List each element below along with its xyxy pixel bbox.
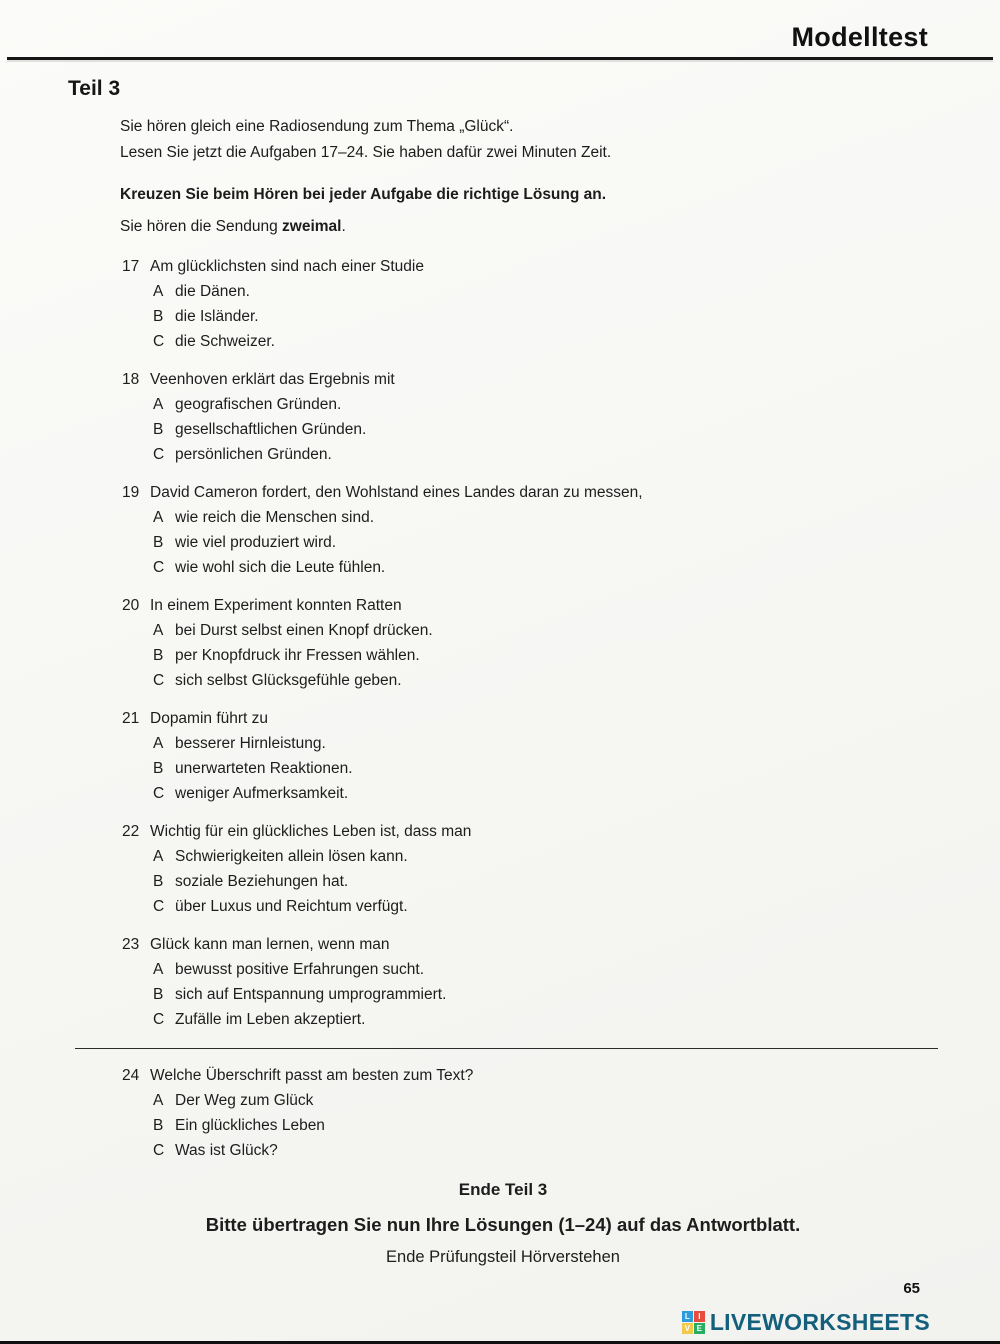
question-text: Dopamin führt zu (150, 710, 269, 727)
instruction-kreuzen: Kreuzen Sie beim Hören bei jeder Aufgabe die richtige Lösung an. (120, 186, 607, 203)
question-number: 19 (122, 484, 140, 501)
answer-option-a[interactable] (153, 279, 938, 304)
option-letter: A (153, 283, 164, 300)
option-text: die Isländer. (175, 308, 259, 325)
logo-square-l: L (682, 1311, 693, 1322)
answer-option-b[interactable] (153, 643, 938, 668)
question-row (122, 1063, 938, 1088)
option-letter: B (153, 873, 164, 890)
question-block (122, 480, 938, 580)
option-letter: B (153, 421, 164, 438)
question-text: Am glücklichsten sind nach einer Studie (150, 258, 424, 275)
ende-teil-label: Ende Teil 3 (458, 1180, 548, 1199)
option-text: geografischen Gründen. (175, 396, 342, 413)
option-text: die Schweizer. (175, 333, 275, 350)
answer-option-b[interactable] (153, 756, 938, 781)
option-text: wie reich die Menschen sind. (175, 509, 375, 526)
questions-list-main (122, 254, 938, 1032)
question-text: Glück kann man lernen, wenn man (150, 936, 390, 953)
option-text: persönlichen Gründen. (175, 446, 332, 463)
option-text: besserer Hirnleistung. (175, 735, 326, 752)
option-letter: C (153, 333, 165, 350)
option-text: Was ist Glück? (175, 1142, 278, 1159)
question-row (122, 932, 938, 957)
answer-option-b[interactable] (153, 869, 938, 894)
question-block (122, 932, 938, 1032)
page-title: Modelltest (791, 22, 928, 52)
question-text: Veenhoven erklärt das Ergebnis mit (150, 371, 395, 388)
answer-option-b[interactable] (153, 1113, 938, 1138)
option-letter: C (153, 785, 165, 802)
questions-list-final (122, 1063, 938, 1163)
option-letter: B (153, 647, 164, 664)
answer-option-a[interactable] (153, 505, 938, 530)
question-block (122, 254, 938, 354)
page-number: 65 (903, 1280, 920, 1297)
option-letter: A (153, 1092, 164, 1109)
option-text: die Dänen. (175, 283, 250, 300)
option-letter: B (153, 308, 164, 325)
answer-option-c[interactable] (153, 442, 938, 467)
answer-option-a[interactable] (153, 392, 938, 417)
intro-line-1: Sie hören gleich eine Radiosendung zum Thema „Glück“. (120, 118, 514, 135)
option-text: unerwarteten Reaktionen. (175, 760, 353, 777)
option-letter: B (153, 760, 164, 777)
instruction-hoeren-suffix: . (341, 218, 346, 235)
option-letter: A (153, 622, 164, 639)
question-row (122, 480, 938, 505)
option-text: Schwierigkeiten allein lösen kann. (175, 848, 408, 865)
answer-option-a[interactable] (153, 731, 938, 756)
option-text: soziale Beziehungen hat. (175, 873, 349, 890)
option-letter: C (153, 1142, 165, 1159)
answer-option-a[interactable] (153, 957, 938, 982)
worksheet-content (0, 60, 1000, 1268)
answer-option-b[interactable] (153, 530, 938, 555)
option-text: wie viel produziert wird. (175, 534, 337, 551)
option-letter: C (153, 1011, 165, 1028)
option-text: weniger Aufmerksamkeit. (175, 785, 349, 802)
instruction-hoeren-prefix: Sie hören die Sendung (120, 218, 283, 235)
logo-square-i: I (694, 1311, 705, 1322)
liveworksheets-logo[interactable] (0, 1309, 1000, 1336)
option-letter: B (153, 1117, 164, 1134)
answer-option-c[interactable] (153, 894, 938, 919)
answer-option-c[interactable] (153, 668, 938, 693)
question-text: In einem Experiment konnten Ratten (150, 597, 402, 614)
answer-option-a[interactable] (153, 618, 938, 643)
option-letter: C (153, 672, 165, 689)
option-letter: B (153, 986, 164, 1003)
question-number: 20 (122, 597, 140, 614)
question-text: David Cameron fordert, den Wohlstand eines Landes daran zu messen, (150, 484, 643, 501)
logo-square-v: V (682, 1323, 693, 1334)
answer-option-a[interactable] (153, 1088, 938, 1113)
end-block (68, 1179, 938, 1268)
answer-option-b[interactable] (153, 304, 938, 329)
question-number: 23 (122, 936, 140, 953)
question-text: Wichtig für ein glückliches Leben ist, dass man (150, 823, 472, 840)
logo-square-e: E (694, 1323, 705, 1334)
question-block (122, 367, 938, 467)
option-letter: A (153, 509, 164, 526)
option-letter: A (153, 735, 164, 752)
answer-option-c[interactable] (153, 781, 938, 806)
liveworksheets-logo-text: LIVEWORKSHEETS (709, 1309, 930, 1335)
option-text: Ein glückliches Leben (175, 1117, 325, 1134)
option-text: Zufälle im Leben akzeptiert. (175, 1011, 366, 1028)
page-footer (0, 1280, 1000, 1336)
question-row (122, 254, 938, 279)
option-text: per Knopfdruck ihr Fressen wählen. (175, 647, 420, 664)
answer-option-a[interactable] (153, 844, 938, 869)
option-text: wie wohl sich die Leute fühlen. (175, 559, 386, 576)
question-number: 24 (122, 1067, 140, 1084)
ende-pruefung-label: Ende Prüfungsteil Hörverstehen (386, 1248, 620, 1266)
option-letter: C (153, 446, 165, 463)
intro-line-2: Lesen Sie jetzt die Aufgaben 17–24. Sie haben dafür zwei Minuten Zeit. (120, 144, 612, 161)
option-letter: A (153, 961, 164, 978)
option-text: bewusst positive Erfahrungen sucht. (175, 961, 424, 978)
option-text: sich selbst Glücksgefühle geben. (175, 672, 402, 689)
instruction-hoeren (120, 214, 938, 240)
question-text: Welche Überschrift passt am besten zum Text? (150, 1067, 474, 1084)
section-title: Teil 3 (68, 77, 121, 100)
answer-option-b[interactable] (153, 417, 938, 442)
question-number: 21 (122, 710, 140, 727)
liveworksheets-icon (682, 1311, 705, 1334)
answer-option-c[interactable] (153, 1007, 938, 1032)
answer-option-c[interactable] (153, 555, 938, 580)
question-row (122, 706, 938, 731)
question-row (122, 593, 938, 618)
option-text: Der Weg zum Glück (175, 1092, 314, 1109)
question-row (122, 367, 938, 392)
question-row (122, 819, 938, 844)
intro-text (120, 114, 938, 166)
question-number: 17 (122, 258, 140, 275)
page-header (0, 0, 1000, 60)
question-number: 22 (122, 823, 140, 840)
transfer-note: Bitte übertragen Sie nun Ihre Lösungen (1–24) auf das Antwortblatt. (205, 1214, 801, 1235)
option-letter: A (153, 848, 164, 865)
option-letter: C (153, 898, 165, 915)
option-text: gesellschaftlichen Gründen. (175, 421, 367, 438)
question-block (122, 819, 938, 919)
question-block (122, 593, 938, 693)
answer-option-b[interactable] (153, 982, 938, 1007)
question-number: 18 (122, 371, 140, 388)
question-block (122, 1063, 938, 1163)
answer-option-c[interactable] (153, 1138, 938, 1163)
option-letter: C (153, 559, 165, 576)
option-text: bei Durst selbst einen Knopf drücken. (175, 622, 433, 639)
answer-option-c[interactable] (153, 329, 938, 354)
option-letter: B (153, 534, 164, 551)
question-block (122, 706, 938, 806)
option-text: über Luxus und Reichtum verfügt. (175, 898, 408, 915)
section-divider (75, 1048, 938, 1049)
option-letter: A (153, 396, 164, 413)
option-text: sich auf Entspannung umprogrammiert. (175, 986, 447, 1003)
instruction-hoeren-bold: zweimal (282, 218, 342, 235)
